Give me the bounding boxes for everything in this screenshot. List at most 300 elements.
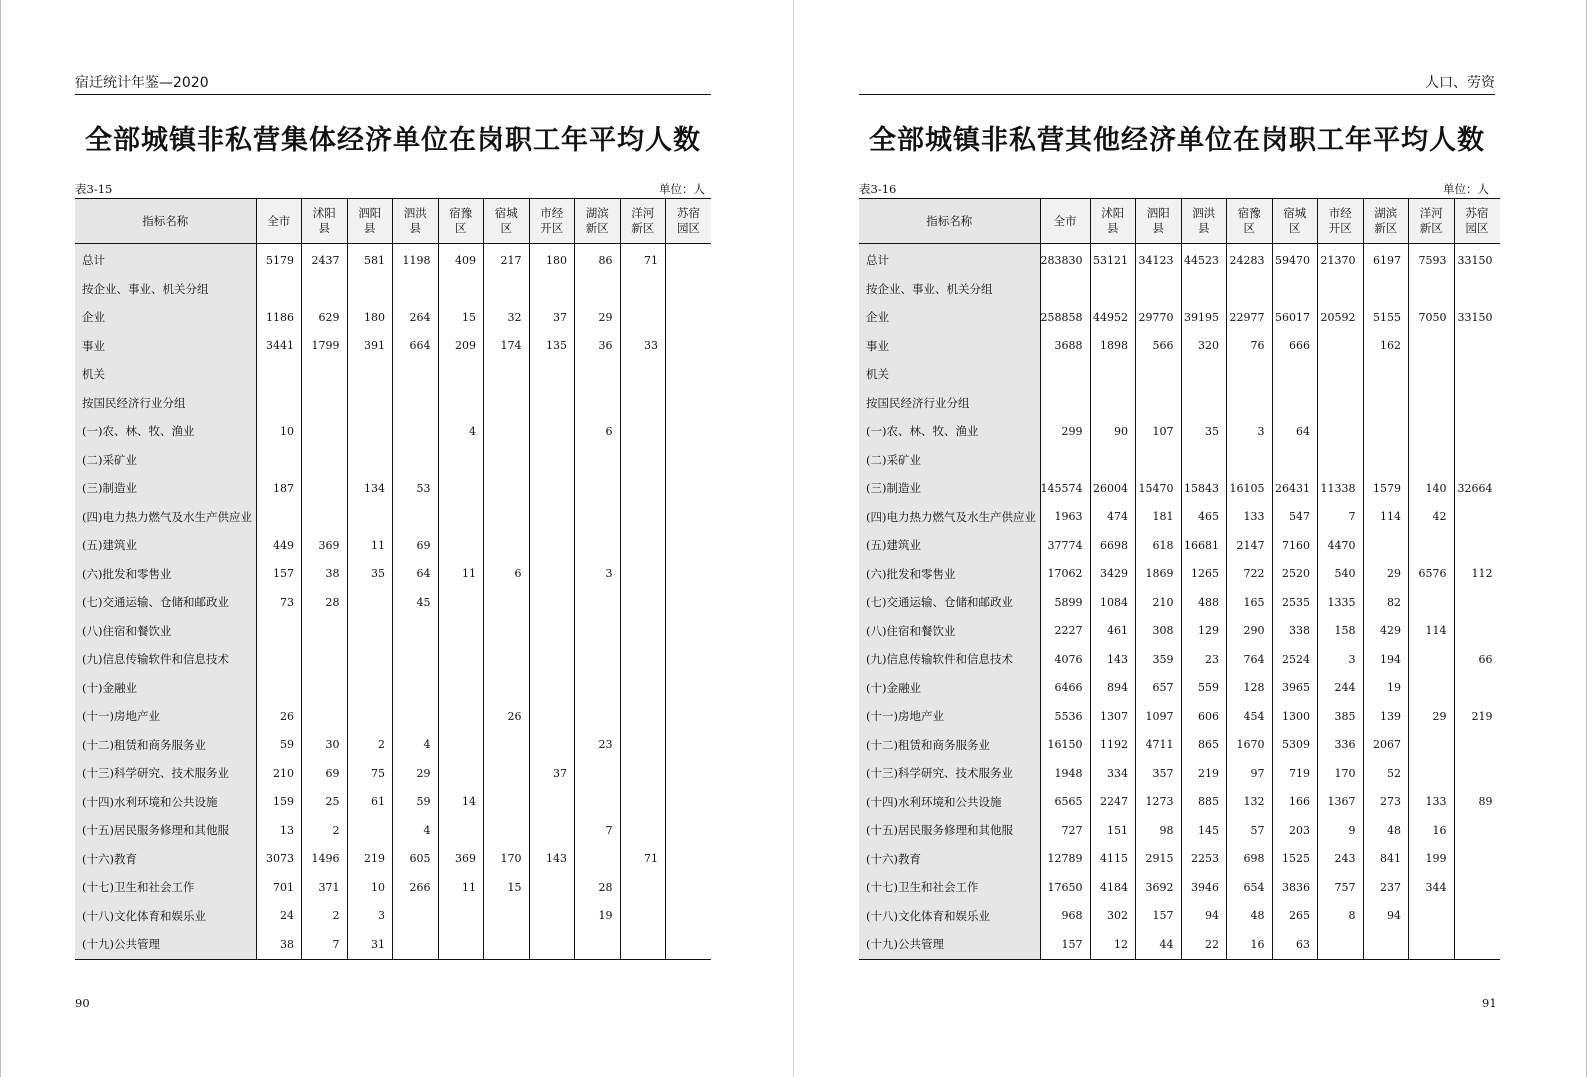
value-cell (620, 474, 666, 503)
value-cell (1409, 902, 1455, 931)
value-cell (620, 674, 666, 703)
value-cell: 48 (1227, 902, 1273, 931)
value-cell: 461 (1090, 617, 1136, 646)
value-cell: 606 (1181, 702, 1227, 731)
value-cell: 143 (529, 845, 575, 874)
value-cell: 26431 (1272, 474, 1318, 503)
value-cell (1454, 531, 1500, 560)
value-cell (347, 417, 393, 446)
value-cell: 26 (256, 702, 302, 731)
value-cell: 727 (1040, 816, 1090, 845)
value-cell (302, 360, 348, 389)
left-page (0, 0, 793, 1077)
table-row (75, 788, 711, 817)
value-cell: 42 (1409, 503, 1455, 532)
value-cell (1318, 446, 1364, 475)
value-cell: 885 (1181, 788, 1227, 817)
value-cell: 654 (1227, 873, 1273, 902)
value-cell: 25 (302, 788, 348, 817)
table-row (75, 588, 711, 617)
value-cell: 4 (393, 816, 439, 845)
table-row (859, 531, 1500, 560)
row-label: (十八)文化体育和娱乐业 (75, 902, 256, 931)
value-cell: 97 (1227, 759, 1273, 788)
value-cell (666, 303, 712, 332)
value-cell (620, 645, 666, 674)
row-label: 企业 (75, 303, 256, 332)
value-cell: 566 (1136, 332, 1182, 361)
value-cell: 16105 (1227, 474, 1273, 503)
value-cell: 133 (1409, 788, 1455, 817)
value-cell: 64 (393, 560, 439, 589)
value-cell (575, 389, 621, 418)
row-label: 按企业、事业、机关分组 (75, 275, 256, 304)
value-cell: 203 (1272, 816, 1318, 845)
row-label: (十七)卫生和社会工作 (859, 873, 1040, 902)
value-cell: 664 (393, 332, 439, 361)
page-number: 91 (1482, 996, 1497, 1010)
row-label: (十二)租赁和商务服务业 (75, 731, 256, 760)
value-cell (1363, 417, 1409, 446)
value-cell: 385 (1318, 702, 1364, 731)
value-cell (1136, 275, 1182, 304)
value-cell (620, 816, 666, 845)
value-cell (1227, 275, 1273, 304)
value-cell (575, 360, 621, 389)
value-cell (302, 417, 348, 446)
value-cell (1363, 930, 1409, 959)
value-cell (1454, 845, 1500, 874)
value-cell: 3429 (1090, 560, 1136, 589)
value-cell: 61 (347, 788, 393, 817)
row-label: (十五)居民服务修理和其他服 (75, 816, 256, 845)
value-cell (620, 417, 666, 446)
table-row (859, 474, 1500, 503)
table-row (75, 531, 711, 560)
value-cell: 11 (347, 531, 393, 560)
table-row (75, 674, 711, 703)
value-cell: 5155 (1363, 303, 1409, 332)
value-cell: 320 (1181, 332, 1227, 361)
table-row (75, 332, 711, 361)
value-cell: 657 (1136, 674, 1182, 703)
value-cell (438, 731, 484, 760)
value-cell (256, 503, 302, 532)
value-cell: 10 (347, 873, 393, 902)
header-region-1: 全市 (256, 199, 302, 244)
value-cell: 194 (1363, 645, 1409, 674)
value-cell: 2067 (1363, 731, 1409, 760)
value-cell: 237 (1363, 873, 1409, 902)
value-cell (666, 816, 712, 845)
value-cell (1227, 389, 1273, 418)
value-cell: 219 (347, 845, 393, 874)
running-head: 宿迁统计年鉴—2020 (75, 74, 711, 95)
value-cell: 719 (1272, 759, 1318, 788)
value-cell: 6576 (1409, 560, 1455, 589)
value-cell (1318, 389, 1364, 418)
value-cell (666, 275, 712, 304)
value-cell: 391 (347, 332, 393, 361)
table-row (75, 360, 711, 389)
value-cell: 210 (1136, 588, 1182, 617)
value-cell (393, 275, 439, 304)
value-cell (438, 360, 484, 389)
value-cell: 66 (1454, 645, 1500, 674)
value-cell (347, 446, 393, 475)
value-cell: 6197 (1363, 244, 1409, 275)
row-label: (十三)科学研究、技术服务业 (75, 759, 256, 788)
value-cell (393, 360, 439, 389)
page-number: 90 (75, 996, 90, 1010)
value-cell: 89 (1454, 788, 1500, 817)
table-row (75, 816, 711, 845)
table-row (859, 873, 1500, 902)
value-cell: 16 (1227, 930, 1273, 959)
value-cell (620, 389, 666, 418)
value-cell: 86 (575, 244, 621, 275)
value-cell (1454, 617, 1500, 646)
value-cell: 449 (256, 531, 302, 560)
header-region-5: 宿豫 区 (1227, 199, 1273, 244)
value-cell (1409, 275, 1455, 304)
value-cell (1181, 275, 1227, 304)
value-cell: 145574 (1040, 474, 1090, 503)
value-cell: 7050 (1409, 303, 1455, 332)
value-cell: 2253 (1181, 845, 1227, 874)
value-cell: 618 (1136, 531, 1182, 560)
value-cell (438, 902, 484, 931)
value-cell: 98 (1136, 816, 1182, 845)
value-cell (1363, 360, 1409, 389)
header-region-4: 泗洪 县 (393, 199, 439, 244)
value-cell: 23 (1181, 645, 1227, 674)
value-cell: 21370 (1318, 244, 1364, 275)
value-cell (1454, 503, 1500, 532)
value-cell (1454, 332, 1500, 361)
value-cell (1409, 645, 1455, 674)
value-cell (666, 560, 712, 589)
value-cell (575, 275, 621, 304)
value-cell (256, 446, 302, 475)
value-cell (666, 902, 712, 931)
value-cell: 968 (1040, 902, 1090, 931)
value-cell (575, 788, 621, 817)
value-cell: 29 (575, 303, 621, 332)
value-cell (575, 446, 621, 475)
value-cell: 16 (1409, 816, 1455, 845)
value-cell (666, 873, 712, 902)
value-cell: 59 (393, 788, 439, 817)
row-label: (七)交通运输、仓储和邮政业 (75, 588, 256, 617)
table-row (859, 902, 1500, 931)
value-cell (1409, 674, 1455, 703)
value-cell (484, 788, 530, 817)
value-cell: 32664 (1454, 474, 1500, 503)
header-region-3: 泗阳 县 (347, 199, 393, 244)
header-region-7: 市经 开区 (529, 199, 575, 244)
statistics-table (75, 198, 711, 960)
value-cell: 6698 (1090, 531, 1136, 560)
value-cell (393, 389, 439, 418)
row-label: (十三)科学研究、技术服务业 (859, 759, 1040, 788)
value-cell: 334 (1090, 759, 1136, 788)
table-row (859, 759, 1500, 788)
value-cell (347, 617, 393, 646)
value-cell (575, 930, 621, 959)
value-cell (347, 816, 393, 845)
value-cell: 12789 (1040, 845, 1090, 874)
value-cell: 17650 (1040, 873, 1090, 902)
value-cell: 4470 (1318, 531, 1364, 560)
value-cell: 308 (1136, 617, 1182, 646)
value-cell: 180 (529, 244, 575, 275)
row-label: (十八)文化体育和娱乐业 (859, 902, 1040, 931)
value-cell (575, 845, 621, 874)
value-cell (529, 360, 575, 389)
value-cell (529, 503, 575, 532)
table-row (75, 902, 711, 931)
value-cell: 82 (1363, 588, 1409, 617)
value-cell (393, 645, 439, 674)
value-cell: 48 (1363, 816, 1409, 845)
value-cell: 59 (256, 731, 302, 760)
row-label: (五)建筑业 (75, 531, 256, 560)
value-cell (529, 902, 575, 931)
value-cell (666, 845, 712, 874)
value-cell: 71 (620, 244, 666, 275)
value-cell (666, 702, 712, 731)
value-cell: 39195 (1181, 303, 1227, 332)
value-cell: 369 (438, 845, 484, 874)
table-row (859, 845, 1500, 874)
value-cell: 165 (1227, 588, 1273, 617)
value-cell (438, 674, 484, 703)
value-cell: 1525 (1272, 845, 1318, 874)
row-label: (八)住宿和餐饮业 (75, 617, 256, 646)
value-cell: 35 (1181, 417, 1227, 446)
value-cell: 33150 (1454, 303, 1500, 332)
value-cell (1040, 275, 1090, 304)
value-cell: 29770 (1136, 303, 1182, 332)
value-cell (484, 588, 530, 617)
value-cell: 7593 (1409, 244, 1455, 275)
value-cell: 69 (393, 531, 439, 560)
table-row (859, 645, 1500, 674)
table-row (75, 417, 711, 446)
table-title: 全部城镇非私营其他经济单位在岗职工年平均人数 (869, 125, 1485, 156)
value-cell: 158 (1318, 617, 1364, 646)
value-cell (438, 474, 484, 503)
value-cell: 2535 (1272, 588, 1318, 617)
table-row (75, 560, 711, 589)
value-cell: 1273 (1136, 788, 1182, 817)
header-region-3: 泗阳 县 (1136, 199, 1182, 244)
value-cell: 1948 (1040, 759, 1090, 788)
value-cell (438, 702, 484, 731)
row-label: (四)电力热力燃气及水生产供应业 (859, 503, 1040, 532)
value-cell: 4 (438, 417, 484, 446)
value-cell: 1300 (1272, 702, 1318, 731)
value-cell: 357 (1136, 759, 1182, 788)
table-row (859, 702, 1500, 731)
value-cell (256, 645, 302, 674)
value-cell: 63 (1272, 930, 1318, 959)
table-row (859, 417, 1500, 446)
value-cell (620, 303, 666, 332)
value-cell: 1799 (302, 332, 348, 361)
right-page (794, 0, 1587, 1077)
value-cell (484, 503, 530, 532)
value-cell: 1670 (1227, 731, 1273, 760)
row-label: (十六)教育 (859, 845, 1040, 874)
value-cell: 359 (1136, 645, 1182, 674)
table-row (75, 731, 711, 760)
header-region-8: 湖滨 新区 (575, 199, 621, 244)
value-cell: 4711 (1136, 731, 1182, 760)
value-cell (529, 930, 575, 959)
value-cell (256, 360, 302, 389)
value-cell (620, 759, 666, 788)
value-cell: 30 (302, 731, 348, 760)
row-label: (十)金融业 (75, 674, 256, 703)
header-indicator-name: 指标名称 (859, 199, 1040, 244)
value-cell: 3 (1227, 417, 1273, 446)
value-cell: 76 (1227, 332, 1273, 361)
table-row (859, 389, 1500, 418)
value-cell (1090, 275, 1136, 304)
value-cell (1040, 360, 1090, 389)
value-cell (529, 275, 575, 304)
value-cell (347, 674, 393, 703)
value-cell: 1186 (256, 303, 302, 332)
value-cell: 7 (575, 816, 621, 845)
value-cell: 73 (256, 588, 302, 617)
value-cell: 5899 (1040, 588, 1090, 617)
value-cell (393, 902, 439, 931)
value-cell (620, 930, 666, 959)
row-label: (一)农、林、牧、渔业 (859, 417, 1040, 446)
row-label: 企业 (859, 303, 1040, 332)
value-cell (1318, 332, 1364, 361)
value-cell (529, 588, 575, 617)
value-cell: 16681 (1181, 531, 1227, 560)
value-cell: 59470 (1272, 244, 1318, 275)
value-cell (484, 816, 530, 845)
value-cell (1454, 731, 1500, 760)
value-cell: 19 (575, 902, 621, 931)
value-cell: 7 (1318, 503, 1364, 532)
value-cell (529, 617, 575, 646)
row-label: (十四)水利环境和公共设施 (859, 788, 1040, 817)
value-cell (484, 645, 530, 674)
value-cell (1318, 360, 1364, 389)
value-cell: 454 (1227, 702, 1273, 731)
row-label: (八)住宿和餐饮业 (859, 617, 1040, 646)
table-row (859, 332, 1500, 361)
value-cell: 1198 (393, 244, 439, 275)
value-cell (575, 474, 621, 503)
value-cell: 2227 (1040, 617, 1090, 646)
value-cell (1136, 446, 1182, 475)
value-cell (575, 674, 621, 703)
value-cell: 134 (347, 474, 393, 503)
value-cell: 265 (1272, 902, 1318, 931)
value-cell: 15843 (1181, 474, 1227, 503)
value-cell (1090, 360, 1136, 389)
table-meta (859, 181, 1495, 197)
value-cell: 371 (302, 873, 348, 902)
value-cell: 1367 (1318, 788, 1364, 817)
value-cell (529, 417, 575, 446)
header-region-7: 市经 开区 (1318, 199, 1364, 244)
table-row (859, 303, 1500, 332)
value-cell: 3073 (256, 845, 302, 874)
value-cell: 4076 (1040, 645, 1090, 674)
value-cell (393, 930, 439, 959)
row-label: (十)金融业 (859, 674, 1040, 703)
value-cell: 26004 (1090, 474, 1136, 503)
row-label: 机关 (75, 360, 256, 389)
value-cell (484, 446, 530, 475)
value-cell (1363, 531, 1409, 560)
value-cell (620, 275, 666, 304)
value-cell (438, 503, 484, 532)
value-cell: 11 (438, 873, 484, 902)
value-cell: 5536 (1040, 702, 1090, 731)
value-cell (620, 560, 666, 589)
value-cell: 4184 (1090, 873, 1136, 902)
value-cell: 210 (256, 759, 302, 788)
value-cell: 8 (1318, 902, 1364, 931)
value-cell (1272, 275, 1318, 304)
row-label: (七)交通运输、仓储和邮政业 (859, 588, 1040, 617)
value-cell (302, 674, 348, 703)
value-cell: 266 (393, 873, 439, 902)
row-label: 按企业、事业、机关分组 (859, 275, 1040, 304)
value-cell: 22977 (1227, 303, 1273, 332)
row-label: (二)采矿业 (859, 446, 1040, 475)
value-cell (1454, 902, 1500, 931)
value-cell (347, 702, 393, 731)
value-cell (529, 731, 575, 760)
header-region-6: 宿城 区 (484, 199, 530, 244)
value-cell (1454, 360, 1500, 389)
value-cell: 44952 (1090, 303, 1136, 332)
value-cell: 28 (302, 588, 348, 617)
value-cell: 4115 (1090, 845, 1136, 874)
value-cell: 28 (575, 873, 621, 902)
value-cell: 757 (1318, 873, 1364, 902)
value-cell (529, 389, 575, 418)
value-cell (484, 759, 530, 788)
value-cell: 35 (347, 560, 393, 589)
value-cell: 290 (1227, 617, 1273, 646)
value-cell (393, 702, 439, 731)
value-cell: 133 (1227, 503, 1273, 532)
value-cell (1409, 930, 1455, 959)
value-cell: 3 (347, 902, 393, 931)
value-cell: 128 (1227, 674, 1273, 703)
value-cell: 187 (256, 474, 302, 503)
value-cell (575, 531, 621, 560)
value-cell: 31 (347, 930, 393, 959)
table-row (859, 244, 1500, 275)
table-header-row (75, 199, 711, 244)
value-cell (529, 560, 575, 589)
table-unit: 单位：人 (659, 182, 705, 196)
value-cell: 429 (1363, 617, 1409, 646)
